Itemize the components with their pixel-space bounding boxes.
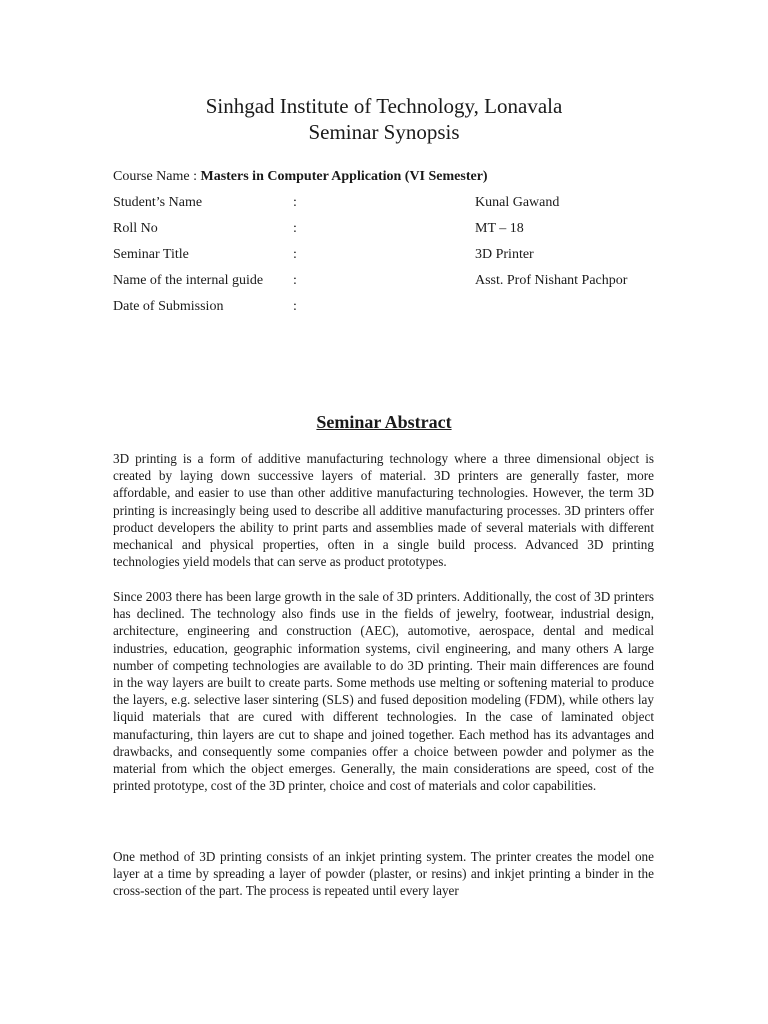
field-label: Roll No xyxy=(113,221,158,236)
field-label: Seminar Title xyxy=(113,247,189,262)
field-value: Asst. Prof Nishant Pachpor xyxy=(475,273,628,288)
course-value: Masters in Computer Application (VI Semester) xyxy=(200,169,488,184)
field-row-internal-guide xyxy=(0,272,768,290)
abstract-paragraph: 3D printing is a form of additive manufacturing technology where a three dimensional object is created by laying down successive layers of material. 3D printers are generally faster, more affordable, and easier to use than other additive manufacturing technologies. However, the term 3D printing is increasingly being used to describe all additive manufacturing processes. 3D printers offer product developers the ability to print parts and assemblies made of several materials with different mechanical and physical properties, often in a single build process. Advanced 3D printing technologies yield models that can serve as product prototypes. xyxy=(113,451,654,570)
field-colon: : xyxy=(293,247,297,262)
abstract-paragraph: One method of 3D printing consists of an inkjet printing system. The printer creates the model one layer at a time by spreading a layer of powder (plaster, or resins) and inkjet printing a binder in the cross-section of the part. The process is repeated until every layer xyxy=(113,849,654,899)
field-value: Kunal Gawand xyxy=(475,195,560,210)
course-label: Course Name : xyxy=(113,169,201,184)
institute-title: Sinhgad Institute of Technology, Lonavala xyxy=(205,94,563,118)
field-label: Student’s Name xyxy=(113,195,203,210)
abstract-heading: Seminar Abstract xyxy=(316,412,452,432)
field-label: Date of Submission xyxy=(113,299,224,314)
field-colon: : xyxy=(293,273,297,288)
abstract-paragraph: Since 2003 there has been large growth in the sale of 3D printers. Additionally, the cost of 3D printers has declined. The technology also finds use in the fields of jewelry, footwear, industrial design, architecture, engineering and construction (AEC), automotive, aerospace, dental and medical industries, education, geographic information systems, civil engineering, and many others A large number of competing technologies are available to do 3D printing. Their main differences are found in the way layers are built to create parts. Some methods use melting or softening material to produce the layers, e.g. selective laser sintering (SLS) and fused deposition modeling (FDM), while others lay liquid materials that are cured with different technologies. In the case of laminated object manufacturing, thin layers are cut to shape and joined together. Each method has its advantages and drawbacks, and consequently some companies offer a choice between powder and polymer as the material from which the object emerges. Generally, the main considerations are speed, cost of the printed prototype, cost of the 3D printer, choice and cost of materials and color capabilities. xyxy=(113,589,654,794)
field-colon: : xyxy=(293,195,297,210)
field-row-seminar-title xyxy=(0,246,768,264)
field-value: MT – 18 xyxy=(475,221,524,236)
field-row-student-name xyxy=(0,194,768,212)
field-value: 3D Printer xyxy=(475,247,534,262)
field-colon: : xyxy=(293,221,297,236)
field-label: Name of the internal guide xyxy=(113,273,264,288)
field-row-roll-no xyxy=(0,220,768,238)
document-title: Seminar Synopsis xyxy=(308,120,460,144)
field-colon: : xyxy=(293,299,297,314)
field-row-date-of-submission xyxy=(0,298,768,316)
course-name xyxy=(113,168,488,186)
